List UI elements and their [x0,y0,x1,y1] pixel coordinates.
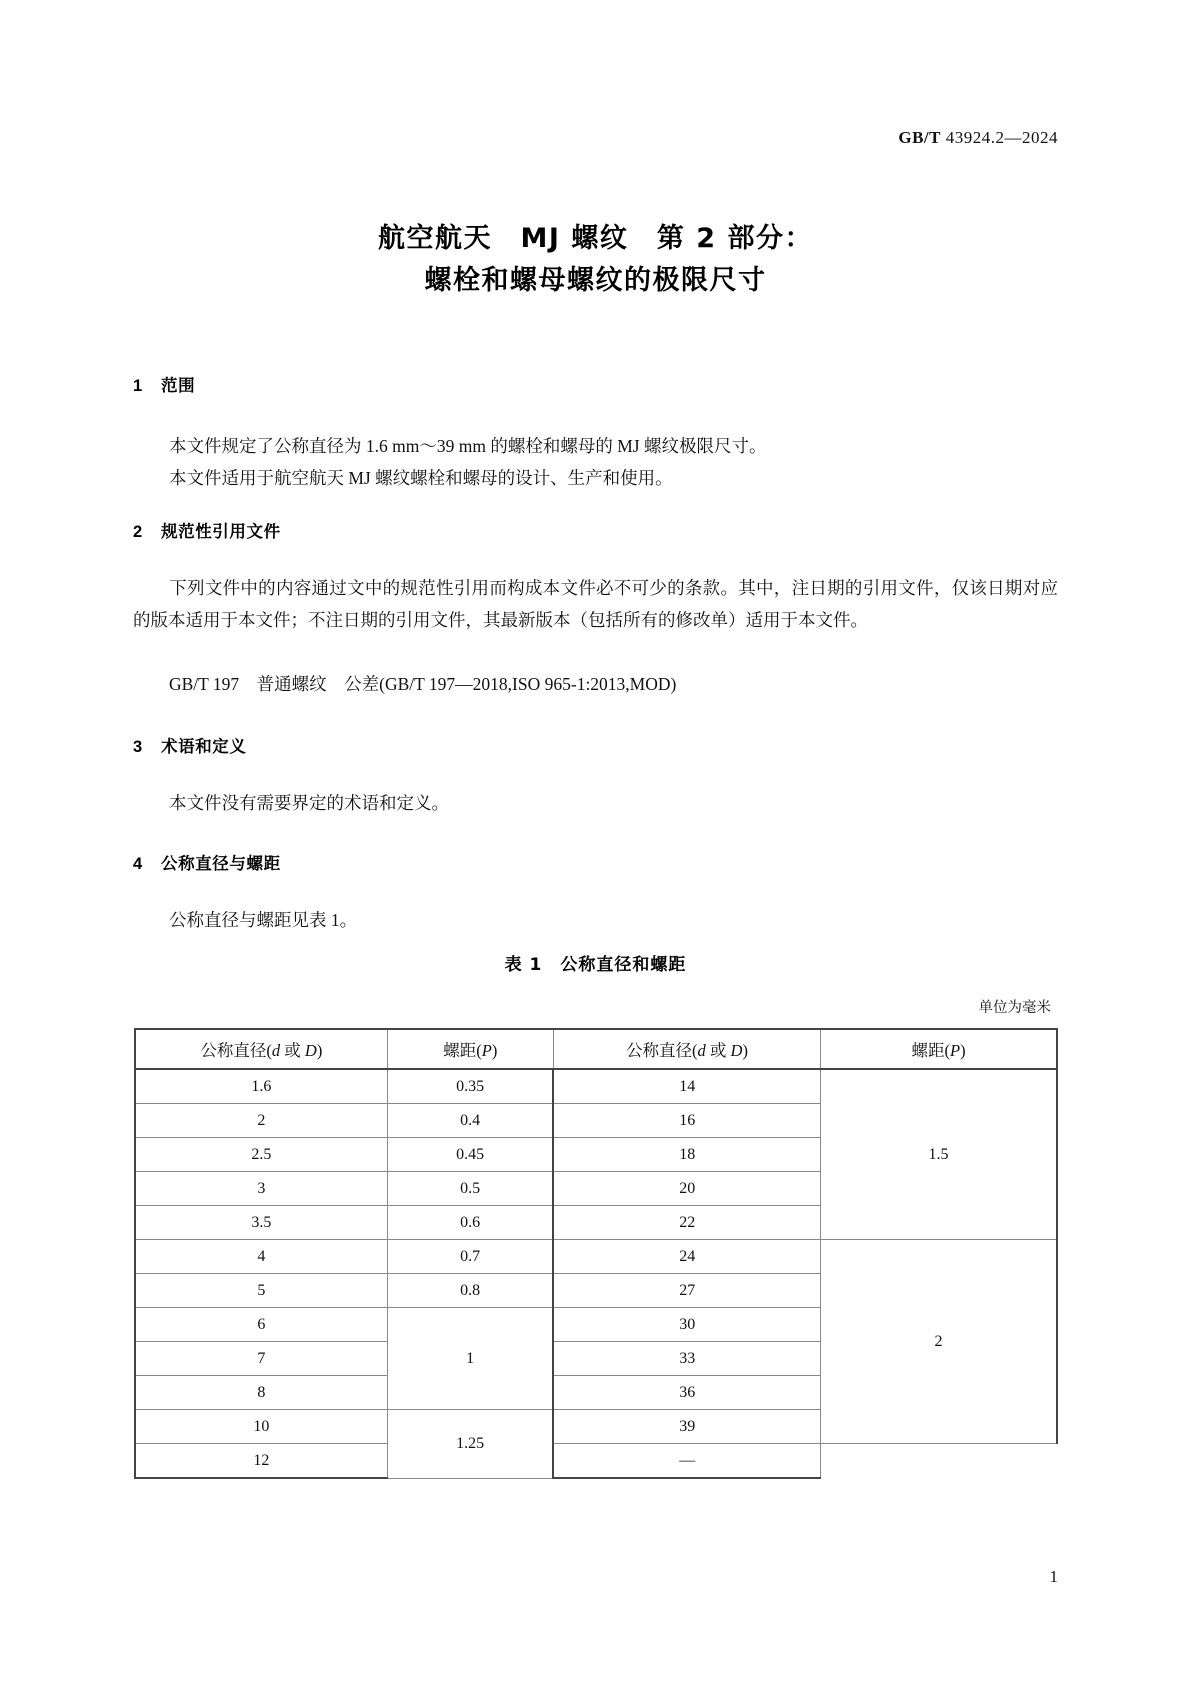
hdr-text: 螺距( [911,1041,950,1060]
cell-diameter-right: 24 [553,1240,820,1274]
cell-pitch-left: 0.6 [387,1206,553,1240]
table-header [135,1029,1057,1069]
hdr-text: ) [316,1041,323,1060]
standard-number: 43924.2—2024 [945,128,1058,147]
cell-diameter-right: 20 [553,1172,820,1206]
cell-diameter-right: 39 [553,1410,820,1444]
clause-number-2: 2 [133,523,143,541]
cell-diameter-left: 3.5 [135,1206,387,1240]
clause-heading-2 [133,518,281,542]
table-caption: 表 1 公称直径和螺距 [504,955,687,975]
clause-title-4: 公称直径与螺距 [161,854,281,873]
diameter-pitch-table [134,1028,1058,1479]
cell-diameter-left: 3 [135,1172,387,1206]
hdr-var-D: D [730,1041,743,1060]
clause-heading-4 [133,850,281,874]
page-number: 1 [1049,1567,1058,1586]
standard-prefix: GB/T [898,128,941,147]
cell-diameter-left: 8 [135,1376,387,1410]
column-header-pitch-left [387,1029,553,1069]
table-row [135,1444,1057,1479]
cell-diameter-right: 22 [553,1206,820,1240]
cell-diameter-right: 18 [553,1138,820,1172]
hdr-text: 或 [280,1041,305,1060]
clause-title-1: 范围 [161,376,196,395]
column-header-pitch-right [821,1029,1057,1069]
hdr-var-P: P [949,1041,961,1060]
clause-heading-3 [133,733,247,757]
table-body [135,1069,1057,1478]
hdr-text: ) [491,1041,498,1060]
diameter-paragraph [133,904,1058,936]
clause-number-4: 4 [133,855,143,873]
terms-paragraph [133,787,1058,819]
table-header-row [135,1029,1057,1069]
cell-pitch-right: 1.5 [821,1069,1057,1240]
normative-ref-paragraph [133,572,1058,636]
cell-pitch-left: 1.25 [387,1410,553,1479]
cell-diameter-right: 33 [553,1342,820,1376]
table-row [135,1069,1057,1104]
column-header-diameter-right [553,1029,820,1069]
scope-paragraph-2 [133,462,1058,494]
hdr-var-d: d [271,1041,281,1060]
table-row [135,1240,1057,1274]
cell-diameter-right: 16 [553,1104,820,1138]
cell-diameter-left: 6 [135,1308,387,1342]
cell-pitch-left: 0.45 [387,1138,553,1172]
cell-pitch-left: 0.5 [387,1172,553,1206]
hdr-text: 或 [705,1041,731,1060]
cell-diameter-left: 10 [135,1410,387,1444]
hdr-text: ) [960,1041,966,1060]
normative-ref-text: 下列文件中的内容通过文中的规范性引用而构成本文件必不可少的条款。其中，注日期的引用文件，仅该日期对应的版本适用于本文件；不注日期的引用文件，其最新版本（包括所有的修改单）适用于本文件。 [133,578,1058,630]
table-unit-note: 单位为毫米 [978,1000,1051,1016]
cell-diameter-left: 2.5 [135,1138,387,1172]
scope-text-1: 本文件规定了公称直径为 1.6 mm～39 mm 的螺栓和螺母的 MJ 螺纹极限尺寸。 [169,436,767,456]
cell-pitch-left: 0.7 [387,1240,553,1274]
cell-pitch-left: 0.8 [387,1274,553,1308]
clause-number-3: 3 [133,738,143,756]
cell-diameter-left: 12 [135,1444,387,1479]
cell-diameter-left: 2 [135,1104,387,1138]
normative-ref-item [133,668,1058,700]
hdr-text: 公称直径( [200,1041,272,1060]
hdr-var-P: P [481,1041,492,1060]
hdr-text: 螺距( [443,1041,482,1060]
cell-pitch-left: 1 [387,1308,553,1410]
page-header [898,128,1058,148]
cell-diameter-right: 36 [553,1376,820,1410]
cell-pitch-right: 2 [821,1240,1057,1444]
diameter-text: 公称直径与螺距见表 1。 [169,910,358,930]
hdr-text: 公称直径( [626,1041,698,1060]
page-title [0,218,1191,302]
clause-title-2: 规范性引用文件 [161,522,281,541]
title-line-2: 螺栓和螺母螺纹的极限尺寸 [424,264,767,296]
cell-diameter-left: 1.6 [135,1069,387,1104]
cell-diameter-right: — [553,1444,820,1479]
column-header-diameter-left [135,1029,387,1069]
clause-title-3: 术语和定义 [161,737,247,756]
cell-diameter-left: 7 [135,1342,387,1376]
hdr-var-D: D [304,1041,317,1060]
cell-diameter-left: 5 [135,1274,387,1308]
scope-paragraph-1 [133,430,1058,462]
clause-heading-1 [133,372,195,396]
scope-text-2: 本文件适用于航空航天 MJ 螺纹螺栓和螺母的设计、生产和使用。 [169,468,673,488]
cell-pitch-left: 0.4 [387,1104,553,1138]
terms-text: 本文件没有需要界定的术语和定义。 [169,793,449,813]
cell-diameter-right: 30 [553,1308,820,1342]
title-line-1: 航空航天 MJ 螺纹 第 2 部分： [378,223,813,254]
hdr-text: ) [742,1041,748,1060]
cell-diameter-right: 14 [553,1069,820,1104]
clause-number-1: 1 [133,377,143,395]
normative-ref-item-text: GB/T 197 普通螺纹 公差(GB/T 197—2018,ISO 965-1:2013,MOD) [169,674,677,694]
cell-diameter-left: 4 [135,1240,387,1274]
cell-diameter-right: 27 [553,1274,820,1308]
cell-pitch-left: 0.35 [387,1069,553,1104]
hdr-var-d: d [697,1041,706,1060]
